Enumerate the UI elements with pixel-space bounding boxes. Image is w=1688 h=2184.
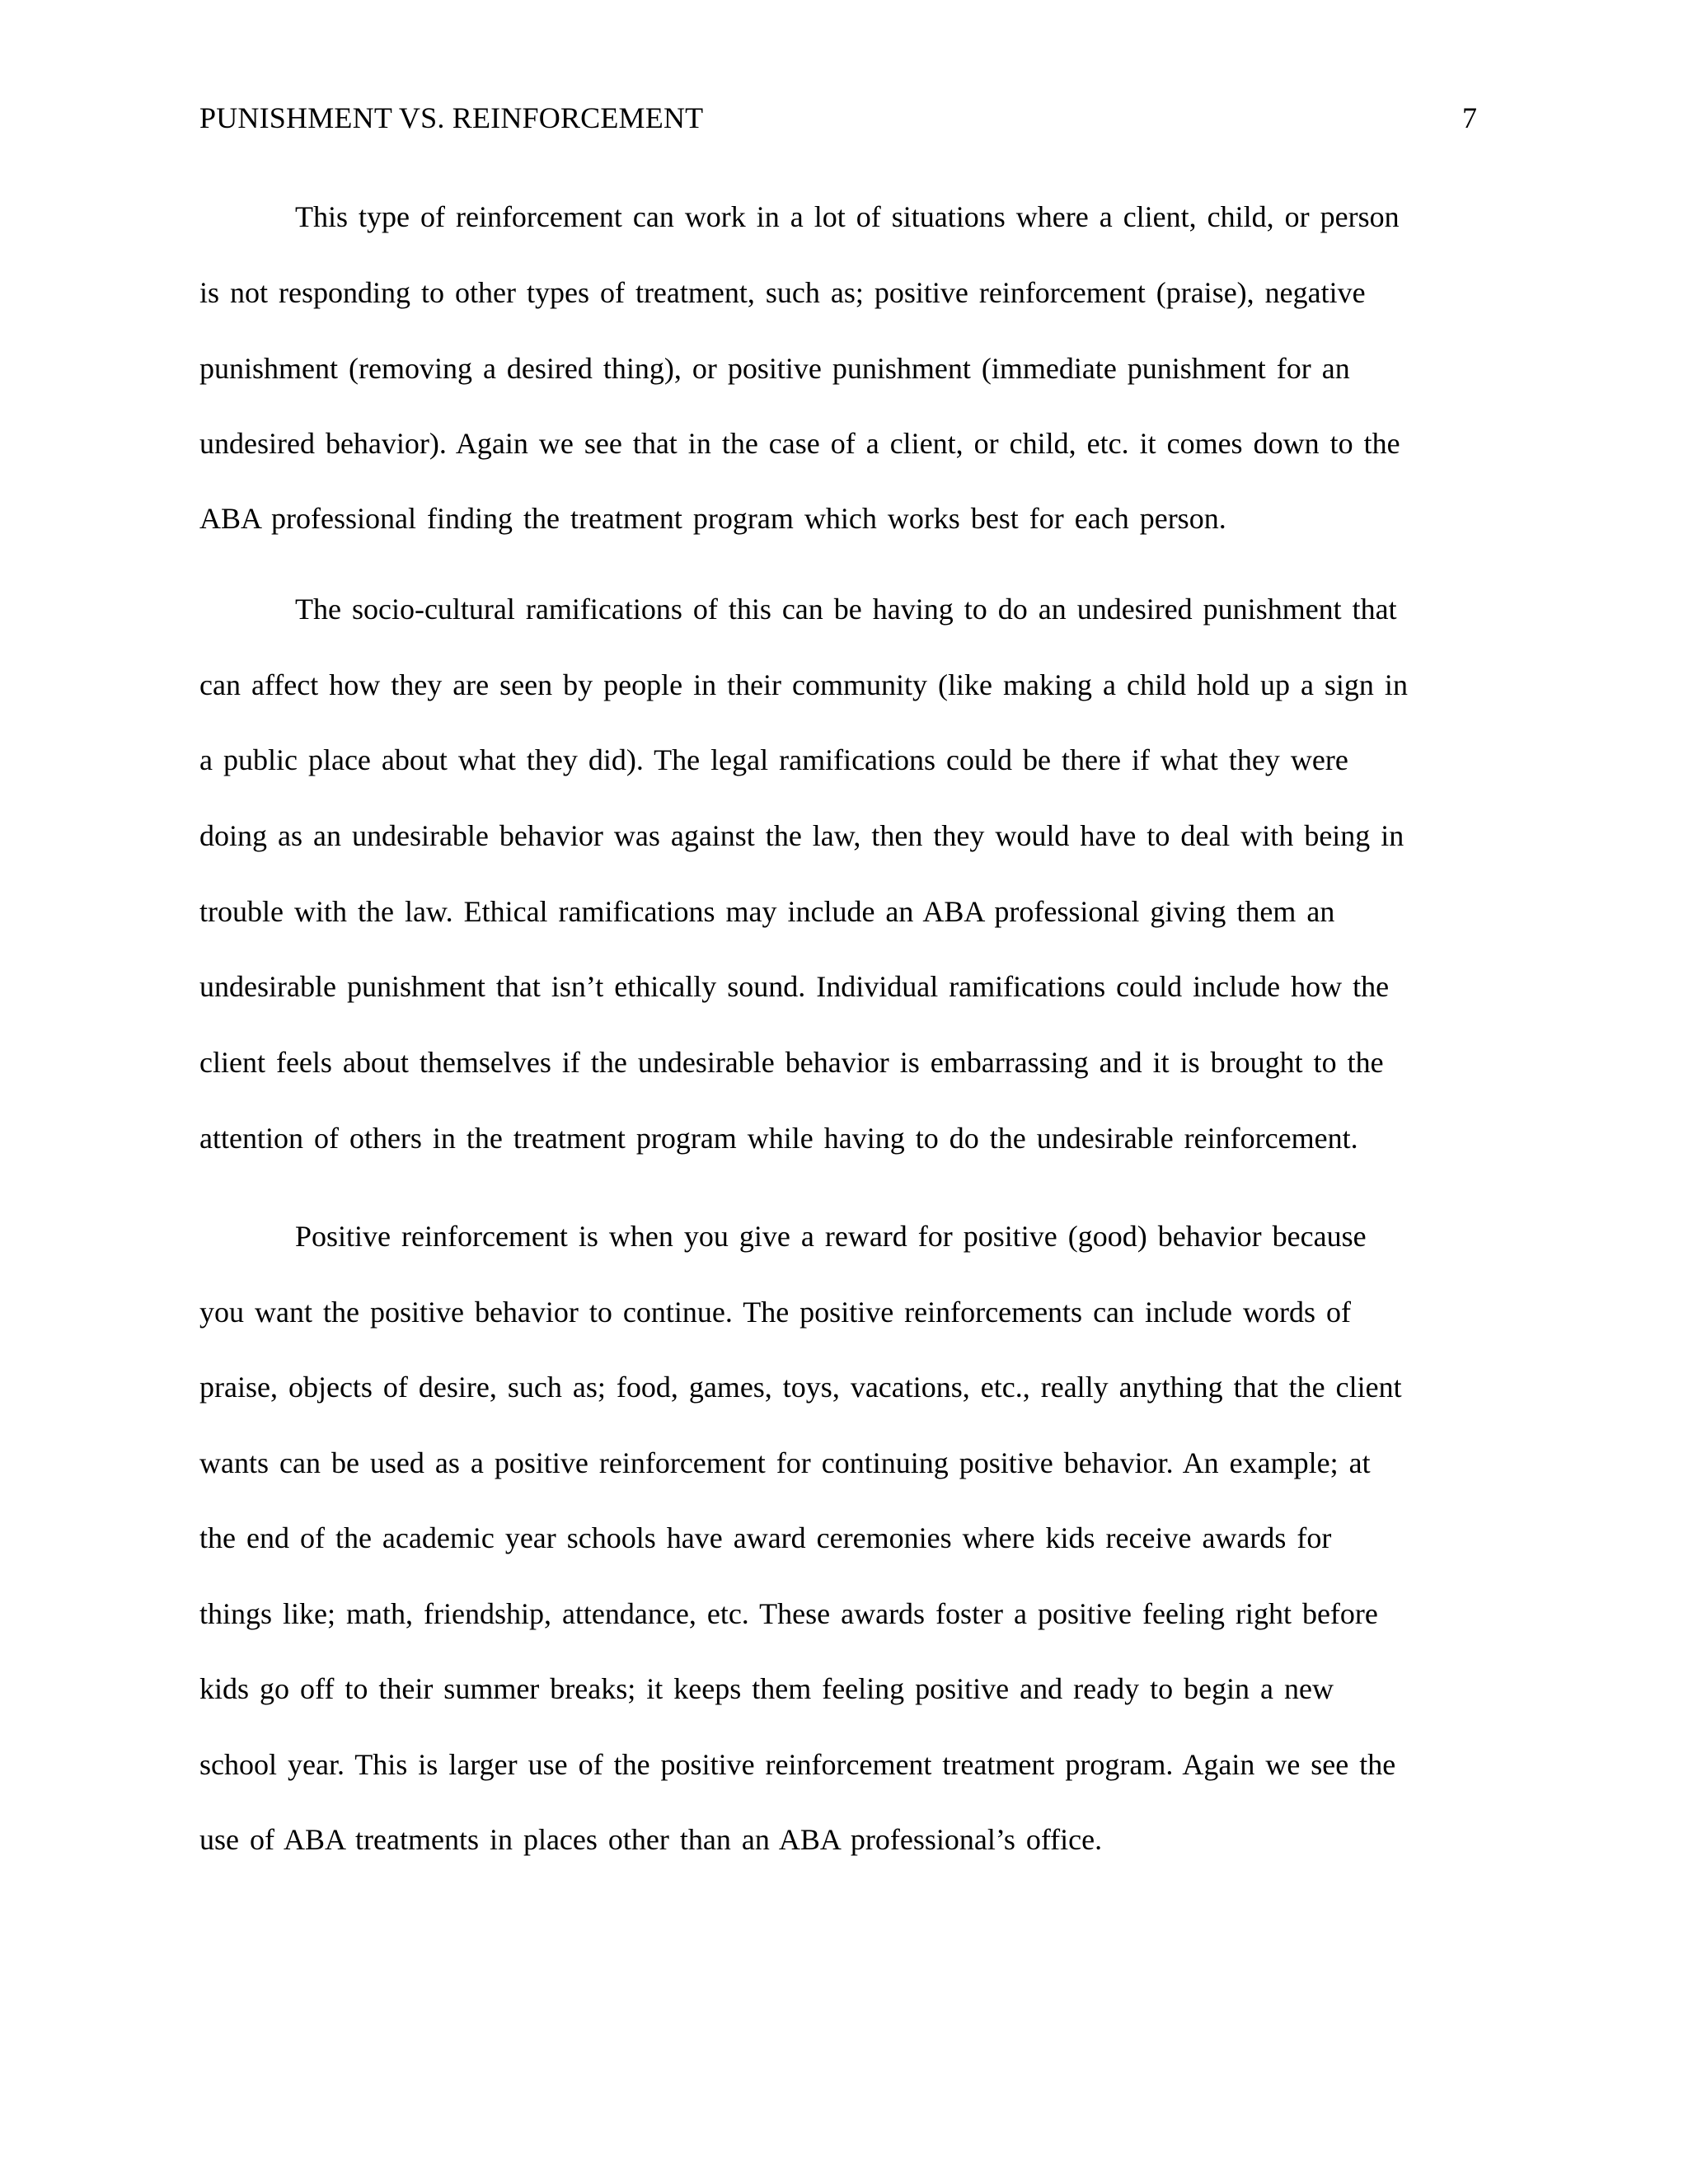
- paragraph-line: doing as an undesirable behavior was against the law, then they would have to deal with being in: [199, 819, 1404, 852]
- paragraph-line: undesired behavior). Again we see that in the case of a client, or child, etc. it comes down to the: [199, 427, 1400, 460]
- paragraph-line: client feels about themselves if the undesirable behavior is embarrassing and it is brought to the: [199, 1046, 1384, 1079]
- paragraph-line: a public place about what they did). The legal ramifications could be there if what they were: [199, 743, 1348, 776]
- paragraph-line: use of ABA treatments in places other than an ABA professional’s office.: [199, 1823, 1103, 1856]
- paragraph-line: Positive reinforcement is when you give a reward for positive (good) behavior because: [295, 1220, 1367, 1253]
- running-head: PUNISHMENT VS. REINFORCEMENT: [199, 101, 704, 134]
- paragraph-line: is not responding to other types of treatment, such as; positive reinforcement (praise), negative: [199, 276, 1366, 309]
- paragraph-line: The socio-cultural ramifications of this can be having to do an undesired punishment that: [295, 593, 1397, 626]
- paragraph-line: praise, objects of desire, such as; food, games, toys, vacations, etc., really anything that the client: [199, 1371, 1402, 1404]
- paragraph-line: you want the positive behavior to continue. The positive reinforcements can include words of: [199, 1296, 1351, 1329]
- paragraph-line: attention of others in the treatment program while having to do the undesirable reinforcement.: [199, 1122, 1358, 1155]
- paragraph-line: school year. This is larger use of the positive reinforcement treatment program. Again we see the: [199, 1748, 1396, 1781]
- paragraph-line: punishment (removing a desired thing), or positive punishment (immediate punishment for an: [199, 352, 1350, 385]
- paragraph-line: wants can be used as a positive reinforcement for continuing positive behavior. An example; at: [199, 1446, 1371, 1479]
- paragraph-line: ABA professional finding the treatment program which works best for each person.: [199, 502, 1226, 535]
- paragraph-line: things like; math, friendship, attendance, etc. These awards foster a positive feeling right before: [199, 1597, 1378, 1630]
- paragraph-line: can affect how they are seen by people in their community (like making a child hold up a sign in: [199, 668, 1408, 701]
- paragraph-line: kids go off to their summer breaks; it keeps them feeling positive and ready to begin a new: [199, 1672, 1334, 1705]
- paragraph-line: trouble with the law. Ethical ramifications may include an ABA professional giving them an: [199, 895, 1335, 928]
- page-number: 7: [1462, 101, 1477, 134]
- paragraph-line: undesirable punishment that isn’t ethically sound. Individual ramifications could include how the: [199, 970, 1390, 1003]
- paragraph-line: This type of reinforcement can work in a lot of situations where a client, child, or person: [295, 200, 1400, 233]
- paragraph-line: the end of the academic year schools have award ceremonies where kids receive awards for: [199, 1521, 1332, 1554]
